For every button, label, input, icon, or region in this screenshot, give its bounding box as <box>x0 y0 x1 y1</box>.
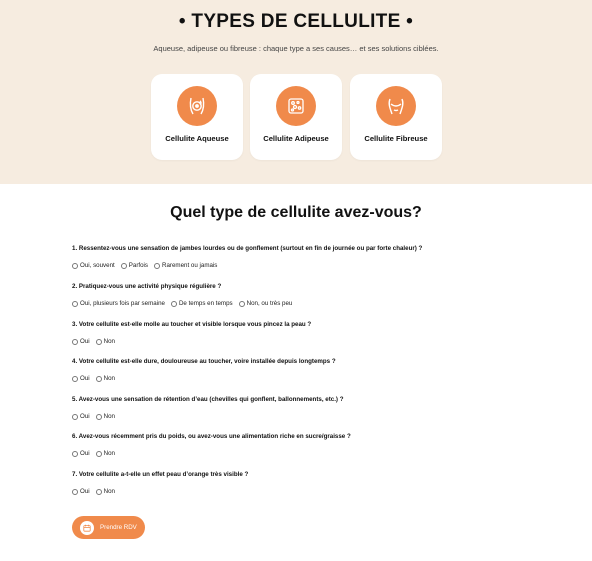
radio-button[interactable] <box>72 451 78 457</box>
water-body-icon <box>177 86 217 126</box>
question-3 <box>72 321 542 345</box>
card-label: Cellulite Fibreuse <box>364 134 428 143</box>
quiz-title: Quel type de cellulite avez-vous? <box>170 204 422 221</box>
button-label: Prendre RDV <box>100 524 137 531</box>
card-cellulite-fibreuse[interactable] <box>350 74 442 160</box>
question-text: 4. Votre cellulite est-elle dure, douloureuse au toucher, voire installée depuis longtemps ? <box>72 358 336 365</box>
fat-cells-icon <box>276 86 316 126</box>
radio-button[interactable] <box>72 414 78 420</box>
radio-button[interactable] <box>239 301 245 307</box>
question-options <box>72 413 542 420</box>
radio-button[interactable] <box>121 263 127 269</box>
radio-button[interactable] <box>72 339 78 345</box>
radio-button[interactable] <box>72 489 78 495</box>
option-tres-peu[interactable]: Non, ou très peu <box>239 300 293 307</box>
question-text: 6. Avez-vous récemment pris du poids, ou avez-vous une alimentation riche en sucre/graisse ? <box>72 433 351 440</box>
option-non[interactable]: Non <box>96 413 115 420</box>
question-options <box>72 300 542 307</box>
question-text: 7. Votre cellulite a-t-elle un effet peau d’orange très visible ? <box>72 471 249 478</box>
question-options <box>72 262 542 269</box>
question-2 <box>72 283 542 307</box>
question-options <box>72 450 542 457</box>
cellulite-types-cards <box>151 74 442 160</box>
option-oui[interactable]: Oui <box>72 488 90 495</box>
radio-button[interactable] <box>72 301 78 307</box>
question-1 <box>72 245 542 269</box>
option-parfois[interactable]: Parfois <box>121 262 148 269</box>
option-non[interactable]: Non <box>96 488 115 495</box>
card-label: Cellulite Aqueuse <box>165 134 229 143</box>
question-options <box>72 488 542 495</box>
question-7 <box>72 471 542 495</box>
option-oui-souvent[interactable]: Oui, souvent <box>72 262 115 269</box>
option-oui[interactable]: Oui <box>72 338 90 345</box>
radio-button[interactable] <box>154 263 160 269</box>
option-non[interactable]: Non <box>96 375 115 382</box>
option-oui[interactable]: Oui <box>72 450 90 457</box>
question-text: 3. Votre cellulite est-elle molle au toucher et visible lorsque vous pincez la peau ? <box>72 321 312 328</box>
radio-button[interactable] <box>96 489 102 495</box>
option-de-temps-en-temps[interactable]: De temps en temps <box>171 300 233 307</box>
question-5 <box>72 396 542 420</box>
question-4 <box>72 358 542 382</box>
card-cellulite-aqueuse[interactable] <box>151 74 243 160</box>
hero-section <box>0 0 592 184</box>
option-rarement[interactable]: Rarement ou jamais <box>154 262 217 269</box>
section-title: • TYPES DE CELLULITE • <box>178 11 414 32</box>
question-text: 1. Ressentez-vous une sensation de jambes lourdes ou de gonflement (surtout en fin de journée ou par forte chaleur) ? <box>72 245 423 252</box>
radio-button[interactable] <box>96 376 102 382</box>
question-options <box>72 375 542 382</box>
option-oui[interactable]: Oui <box>72 375 90 382</box>
radio-button[interactable] <box>72 263 78 269</box>
radio-button[interactable] <box>96 414 102 420</box>
option-non[interactable]: Non <box>96 450 115 457</box>
radio-button[interactable] <box>96 451 102 457</box>
question-text: 2. Pratiquez-vous une activité physique régulière ? <box>72 283 222 290</box>
calendar-icon <box>80 521 94 535</box>
prendre-rdv-button[interactable] <box>72 516 145 539</box>
card-label: Cellulite Adipeuse <box>263 134 329 143</box>
section-subtitle: Aqueuse, adipeuse ou fibreuse : chaque type a ses causes… et ses solutions ciblées. <box>153 44 439 53</box>
option-oui[interactable]: Oui <box>72 413 90 420</box>
radio-button[interactable] <box>171 301 177 307</box>
card-cellulite-adipeuse[interactable] <box>250 74 342 160</box>
question-options <box>72 338 542 345</box>
question-text: 5. Avez-vous une sensation de rétention d’eau (chevilles qui gonflent, ballonnements, etc.) ? <box>72 396 344 403</box>
radio-button[interactable] <box>96 339 102 345</box>
option-non[interactable]: Non <box>96 338 115 345</box>
hips-icon <box>376 86 416 126</box>
option-plusieurs-fois[interactable]: Oui, plusieurs fois par semaine <box>72 300 165 307</box>
radio-button[interactable] <box>72 376 78 382</box>
question-6 <box>72 433 542 457</box>
